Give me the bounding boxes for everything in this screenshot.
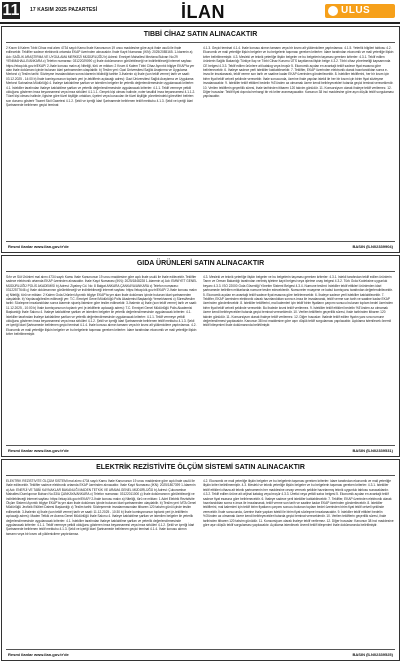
header-rule [0,22,400,24]
issue-date: 17 KASIM 2025 PAZARTESİ [30,7,98,13]
footer-code: BASIN (İLN02339904) [352,243,393,249]
footer-source: Resmi ilanlar www.ilan.gov.tr'de [8,243,69,249]
page-number: 11 [2,2,20,19]
footer-code: BASIN (İLN02339531) [352,447,393,453]
notice-right-column: 4.3. Mesleki ve teknik yeterliğe ilişkin belgeler ve bu belgelerin taşıması gereken kriterler: 4.3.1. İstekli tarafından teklif edilen ürünlerin Tarım ve Orman Bakanlığı tarafından verilmiş işletme kayıt belgesi veya işletme onay belgesi 4.3.2. Türk Gıda Kodeksine uygunluk beyanı 4.3.3. ISO 22000 Gıda Güvenliği Yönetim Sistemi Belgesi 4.3.4. Numune teslimi: İstekliler teklif ettikleri ürünlerden idari şartnamede belirtilen miktarlarda numune teslim edeceklerdir. Numuneler muayene ve kabul komisyonu tarafından değerlendirilecektir. 5. Ekonomik açıdan en avantajlı teklif sadece fiyat esasına göre belirlenecektir. 6. İhaleye sadece yerli istekliler katılabilecektir. 7. Teklifler, EKAP üzerinden elektronik olarak hazırlandıktan sonra e-imza ile imzalanarak, teklif verme son tarih ve saatine kadar EKAP üzerinden gönderilecektir. 8. İstekliler tekliflerini, mal kalemleri için teklif birim fiyatların çarpımı sonucu bulunan toplam bedel üzerinden birim fiyat teklif cetveli şeklinde verecektir. Bu ihalede kısmi teklif verilemez. 9. İstekliler teklif ettikleri bedelin %3'ünden az olmamak üzere kendi belirleyecekleri tutarda geçici teminat vereceklerdir. 10. Verilen tekliflerin geçerlilik süresi, ihale tarihinden itibaren 120 takvim günüdür. 11. Konsorsiyum olarak ihaleye teklif verilemez. 12. Diğer hususlar: İhalede teklif edilen fiyatın yanı sıra numune değerlendirmesi yapılacaktır. Kanunun 38 inci maddesine göre aşırı düşük teklif sorgulaması yapılacaktır. Açıklama istenilecek önemli teklif bileşenleri ihale dokümanında belirtilmiştir. [203,275,393,328]
notice-left-column: 2 Kısım 6 Kalem Tıbbi Cihaz mal alımı 4734 sayılı Kamu İhale Kanununun 19 uncu maddesine göre açık ihale usulü ile ihale edilecektir. Teklifler sadece elektronik ortamda EKAP üzerinden alınacaktır. İhale Kayıt Numarası (İKN): 2025/2085165. 1-İdarenin a) Adı: SAĞLIK ARAŞTIRMA VE UYGULAMA MERKEZİ MÜDÜRLÜĞÜ b) Adresi: Emniyet Mahallesi Mevlana Bulvarı No:29 YENİMAHALLE/ANKARA c) Telefon numarası: 03122029090 ç) İhale dokümanının görülebileceği ve indirilebileceği internet sayfası: https://ekap.kik.gov.tr/EKAP/ 2-İhale konusu malın a) Niteliği, türü ve miktarı: 2 Kısım 6 Kalem Tıbbi Cihaz Ayrıntılı bilgiye EKAP'ta yer alan ihale dokümanı içinde bulunan idari şartnameden ulaşılabilir. b) Teslim yeri: Gazi Üniversitesi Sağlık Araştırma ve Uygulama Merkezi c) Teslim tarihi: Sözleşme imzalandıktan sonra idarenin bildirdiği tarihte 3-İhalenin a) İhale (son teklif verme) tarih ve saati: 03.12.2025 - 14:00 b) İhale komisyonunun toplantı yeri (e-tekliflerin açılacağı adres): Gazi Üniversitesi Sağlık Araştırma ve Uygulama Merkezi Satınalma Müdürlüğü 4. İhaleye katılabilme şartları ve istenilen belgeler ile yeterlik değerlendirmesinde uygulanacak kriterler: 4.1. İstekliler tarafından ihaleye katılabilme şartları ve yeterlik değerlendirmesinde uygulanacak kriterler: 4.1.1. Teklif vermeye yetkili olduğunu gösteren imza beyannamesi veya imza sirküleri 4.1.1.1. Gerçek kişi olması halinde, noter tasdikli imza beyannamesi 4.1.1.2. Tüzel kişi olması halinde, ilgisine göre tüzel kişiliğin ortakları, üyeleri veya kurucuları ile tüzel kişiliğin yönetimindeki görevlileri belirten son durumu gösterir Ticaret Sicil Gazetesi 4.1.2. Şekli ve içeriği İdari Şartnamede belirlenen teklif mektubu 4.1.3. Şekli ve içeriği İdari Şartnamede belirlenen geçici teminat [6,46,196,108]
brand-name: ULUS [341,5,371,16]
notice-left-column: ELEKTRİK REZİSTİVİTE ÖLÇÜM SİSTEMİ mal alımı 4734 sayılı Kamu İhale Kanununun 19 uncu maddesine göre açık ihale usulü ile ihale edilecektir. Teklifler sadece elektronik ortamda EKAP üzerinden alınacaktır. İhale Kayıt Numarası (İKN): 2025/1807399 1-İdarenin a) Adı: ENERJİ VE TABİİ KAYNAKLAR BAKANLIĞI MADEN TETKİK VE ARAMA GENEL MÜDÜRLÜĞÜ b) Adresi: Çukurambar Mahallesi Dumlupınar Bulvarı No:33/A ÇANKAYA/ANKARA c) Telefon numarası: 03122011000 ç) İhale dokümanının görülebileceği ve indirilebileceği internet sayfası: https://ekap.kik.gov.tr/EKAP/ 2-İhale konusu malın a) Niteliği, türü ve miktarı: 1 Adet Elektrik Rezistivite Ölçüm Sistemi Ayrıntılı bilgiye EKAP'ta yer alan ihale dokümanı içinde bulunan idari şartnameden ulaşılabilir. b) Teslim yeri: MTA Genel Müdürlüğü Jeofizik Etütleri Dairesi Başkanlığı c) Teslim tarihi: Sözleşmenin imzalanmasından itibaren 120 takvim günü içinde teslim edilecektir. 3-İhalenin a) İhale (son teklif verme) tarih ve saati: 11.12.2025 - 10:30 b) İhale komisyonunun toplantı yeri (e-tekliflerin açılacağı adres): Maden Tetkik ve Arama Genel Müdürlüğü İhale Salonu 4. İhaleye katılabilme şartları ve istenilen belgeler ile yeterlik değerlendirmesinde uygulanacak kriterler: 4.1. İstekliler tarafından ihaleye katılabilme şartları ve yeterlik değerlendirmesinde uygulanacak kriterler: 4.1.1. Teklif vermeye yetkili olduğunu gösteren imza beyannamesi veya imza sirküleri 4.1.2. Şekli ve içeriği İdari Şartnamede belirlenen teklif mektubu 4.1.3. Şekli ve içeriği İdari Şartnamede belirlenen geçici teminat 4.1.4. İhale konusu alımın tamamı veya bir kısmı alt yüklenicilere yaptırılamaz. [6,479,196,536]
notice-footer [6,241,395,249]
footer-code: BASIN (İLN02339525) [352,651,393,657]
notice-right-column: 4.2. Ekonomik ve mali yeterliğe ilişkin belgeler ve bu belgelerin taşıması gereken kriterler: İdare tarafından ekonomik ve mali yeterliğe ilişkin kriter belirtilmemiştir. 4.3. Mesleki ve teknik yeterliğe ilişkin belgeler ve bu belgelerin taşıması gereken kriterler: 4.3.1. İstekliler teklif ettikleri cihaza ait teknik şartnamenin her maddesine cevap verecek şekilde hazırlanmış teknik uygunluk tablosu sunacaklardır. 4.3.2. Teklif edilen ürüne ait orijinal katalog veya broşür 4.3.3. Üretici veya yetkili satıcı belgesi 5. Ekonomik açıdan en avantajlı teklif sadece fiyat esasına göre belirlenecektir. 6. İhaleye sadece yerli istekliler katılabilecektir. 7. Teklifler, EKAP üzerinden elektronik olarak hazırlandıktan sonra e-imza ile imzalanarak, teklif verme son tarih ve saatine kadar EKAP üzerinden gönderilecektir. 8. İstekliler tekliflerini, mal kalemleri için teklif birim fiyatların çarpımı sonucu bulunan toplam bedel üzerinden birim fiyat teklif cetveli şeklinde verecektir. İhale sonucunda, üzerine ihale yapılan istekli ile birim fiyat sözleşme imzalanacaktır. 9. İstekliler teklif ettikleri bedelin %3'ünden az olmamak üzere kendi belirleyecekleri tutarda geçici teminat vereceklerdir. 10. Verilen tekliflerin geçerlilik süresi, ihale tarihinden itibaren 120 takvim günüdür. 11. Konsorsiyum olarak ihaleye teklif verilemez. 12. Diğer hususlar: Kanunun 38 inci maddesine göre aşırı düşük teklif sorgulaması yapılacaktır. Açıklama istenilecek önemli teklif bileşenleri ihale dokümanında belirtilmiştir. [203,479,394,528]
notice-resistivity-system [1,459,400,661]
brand-logo [325,4,395,18]
notice-title: TIBBİ CİHAZ SATIN ALINACAKTIR [143,31,258,38]
footer-source: Resmi ilanlar www.ilan.gov.tr'de [8,651,69,657]
notice-food-products [1,255,400,457]
notice-medical-devices [1,26,400,253]
title-rule [6,42,395,43]
notice-right-column: 4.1.3. Geçici teminat 4.1.4. İhale konusu alımın tamamı veya bir kısmı alt yüklenicilere yaptırılamaz. 4.1.5. Yeterlik bilgileri tablosu 4.2. Ekonomik ve mali yeterliğe ilişkin belgeler ve bu belgelerin taşıması gereken kriterler: İdare tarafından ekonomik ve mali yeterliğe ilişkin kriter belirtilmemiştir. 4.3. Mesleki ve teknik yeterliğe ilişkin belgeler ve bu belgelerin taşıması gereken kriterler: 4.3.1. Teklif edilen ürünlerin Sağlık Bakanlığı Türkiye İlaç ve Tıbbi Cihaz Kurumu ÜTS kayıtlarına ilişkin belge 4.3.2. Tıbbi cihaz yönetmeliği kapsamında CE belgesi 4.3.3. Teklif edilen ürünlere ait katalog veya broşür 5. Ekonomik açıdan en avantajlı teklif sadece fiyat esasına göre belirlenecektir. 6. İhaleye sadece yerli istekliler katılabilecektir. 7. Teklifler, EKAP üzerinden elektronik olarak hazırlandıktan sonra e-imza ile imzalanarak, teklif verme son tarih ve saatine kadar EKAP üzerinden gönderilecektir. 8. İstekliler tekliflerini, her bir kısım için birim fiyat teklif cetveli şeklinde verecektir. İhale sonucunda, üzerine ihale yapılan istekli ile her bir kısım için birim fiyat sözleşme imzalanacaktır. 9. İstekliler teklif ettikleri bedelin %3'ünden az olmamak üzere kendi belirleyecekleri tutarda geçici teminat vereceklerdir. 10. Verilen tekliflerin geçerlilik süresi, ihale tarihinden itibaren 120 takvim günüdür. 11. Konsorsiyum olarak ihaleye teklif verilemez. 12. Diğer hususlar: Teklif fiyat dışında herhangi bir ek kriter aranmayacaktır. Kanunun 38 inci maddesine göre aşırı düşük teklif sorgulaması yapılacaktır. [203,46,394,99]
footer-source: Resmi ilanlar www.ilan.gov.tr'de [8,447,69,453]
notice-left-column: Sıfır ve Süt Ürünleri mal alımı 4734 sayılı Kamu İhale Kanununun 19 uncu maddesine göre açık ihale usulü ile ihale edilecektir. Teklifler sadece elektronik ortamda EKAP üzerinden alınacaktır. İhale Kayıt Numarası (İKN): 2025/1848228 1-İdarenin a) Adı: EMNİYET GENEL MÜDÜRLÜĞÜ POLİS AKADEMİSİ b) Adresi: Ziyabey Cd. No: 8 Balgat ANKARA ÇANKAYA/ANKARA c) Telefon numarası: 03122577646 ç) İhale dokümanının görülebileceği ve indirilebileceği internet sayfası: https://ekap.kik.gov.tr/EKAP/ 2-İhale konusu malın a) Niteliği, türü ve miktarı: 2 Kalem Gıda Ürünleri Ayrıntılı bilgiye EKAP'ta yer alan ihale dokümanı içinde bulunan idari şartnameden ulaşılabilir. b) Yapılacağı/teslim edileceği yer: T.C. Emniyet Genel Müdürlüğü Polis Akademisi Başkanlığı Yemekhanesi c) Süresi/teslim tarihi: Sözleşme imzalandıktan sonra idarenin sipariş listesine göre teslim edilecektir. 3-İhalenin a) İhale (son teklif verme) tarih ve saati: 11.12.2025 - 10:00 b) İhale komisyonunun toplantı yeri (e-tekliflerin açılacağı adres): T.C. Emniyet Genel Müdürlüğü Polis Akademisi Başkanlığı İhale Salonu 4. İhaleye katılabilme şartları ve istenilen belgeler ile yeterlik değerlendirmesinde uygulanacak kriterler: 4.1. İstekliler tarafından ihaleye katılabilme şartları ve yeterlik değerlendirmesinde uygulanacak kriterler: 4.1.1. Teklif vermeye yetkili olduğunu gösteren imza beyannamesi veya imza sirküleri 4.1.2. Şekli ve içeriği İdari Şartnamede belirlenen teklif mektubu 4.1.3. Şekli ve içeriği İdari Şartnamede belirlenen geçici teminat 4.1.4. İhale konusu alımın tamamı veya bir kısmı alt yüklenicilere yaptırılamaz. 4.2. Ekonomik ve mali yeterliğe ilişkin belgeler ve bu belgelerin taşıması gereken kriterler: İdare tarafından ekonomik ve mali yeterliğe ilişkin kriter belirtilmemiştir. [6,275,197,337]
notice-title: GIDA ÜRÜNLERİ SATIN ALINACAKTIR [136,260,265,267]
title-rule [6,475,395,476]
brand-emblem-icon [328,6,338,16]
notice-footer [6,445,395,453]
title-rule [6,271,395,272]
notice-footer [6,649,395,657]
notice-title: ELEKTRİK REZİSTİVİTE ÖLÇÜM SİSTEMİ SATIN ALINACAKTIR [96,464,305,471]
page-header [0,0,400,22]
page-title: İLAN [181,2,225,22]
